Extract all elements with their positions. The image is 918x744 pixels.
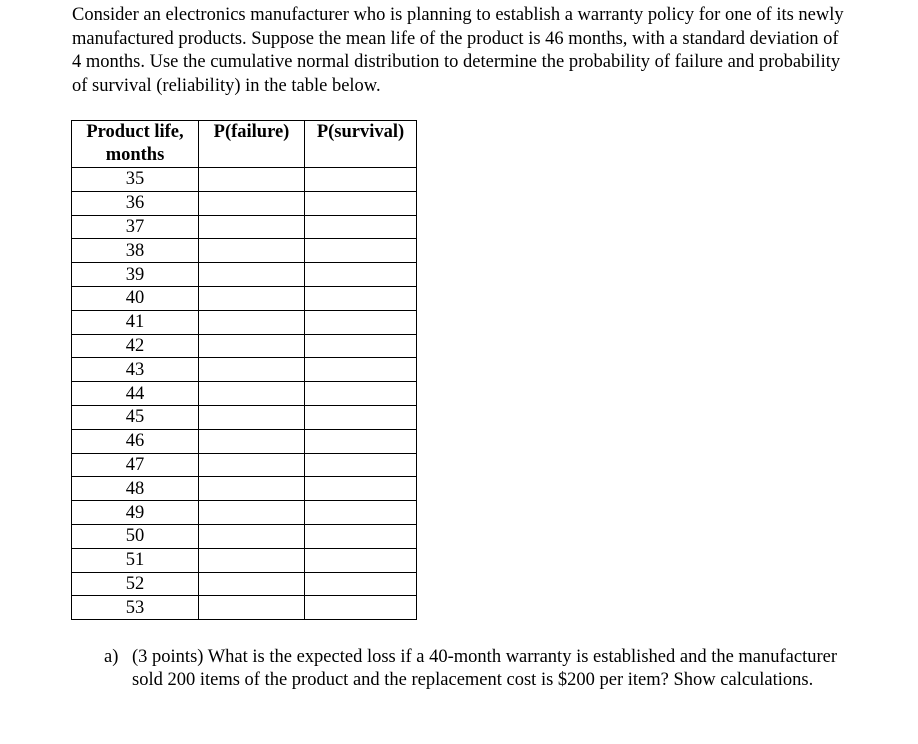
table-row bbox=[72, 239, 417, 263]
product-life-cell: 43 bbox=[72, 358, 199, 382]
p-failure-cell bbox=[199, 168, 305, 192]
product-life-cell: 48 bbox=[72, 477, 199, 501]
table-row bbox=[72, 215, 417, 239]
table-row bbox=[72, 263, 417, 287]
table-row bbox=[72, 310, 417, 334]
table-row bbox=[72, 572, 417, 596]
p-survival-cell bbox=[305, 524, 417, 548]
p-survival-cell bbox=[305, 215, 417, 239]
p-failure-cell bbox=[199, 382, 305, 406]
p-survival-cell bbox=[305, 548, 417, 572]
table-row bbox=[72, 453, 417, 477]
product-life-cell: 41 bbox=[72, 310, 199, 334]
product-life-cell: 51 bbox=[72, 548, 199, 572]
p-survival-cell bbox=[305, 334, 417, 358]
product-life-cell: 46 bbox=[72, 429, 199, 453]
reliability-table bbox=[71, 120, 417, 620]
product-life-cell: 40 bbox=[72, 286, 199, 310]
question-text: (3 points) What is the expected loss if a 40-month warranty is established and the manufacturer sold 200 items of the product and the replacement cost is $200 per item? Show calculations. bbox=[132, 647, 838, 690]
product-life-cell: 38 bbox=[72, 239, 199, 263]
table-row bbox=[72, 524, 417, 548]
question-a bbox=[104, 646, 864, 692]
p-failure-cell bbox=[199, 477, 305, 501]
p-survival-cell bbox=[305, 572, 417, 596]
p-failure-cell bbox=[199, 572, 305, 596]
table-body bbox=[72, 168, 417, 620]
product-life-cell: 36 bbox=[72, 191, 199, 215]
header-product-life: Product life, months bbox=[72, 121, 199, 168]
product-life-cell: 53 bbox=[72, 596, 199, 620]
table-row bbox=[72, 596, 417, 620]
table-row bbox=[72, 477, 417, 501]
p-failure-cell bbox=[199, 310, 305, 334]
p-survival-cell bbox=[305, 429, 417, 453]
table-row bbox=[72, 548, 417, 572]
p-failure-cell bbox=[199, 429, 305, 453]
p-failure-cell bbox=[199, 501, 305, 525]
p-survival-cell bbox=[305, 358, 417, 382]
problem-statement: Consider an electronics manufacturer who is planning to establish a warranty policy for one of its newly manufactured products. Suppose the mean life of the product is 46 months, with a standard deviation of 4 months. Use the cumulative normal distribution to determine the probability of failure and probability of survival (reliability) in the table below. bbox=[72, 5, 844, 96]
p-survival-cell bbox=[305, 453, 417, 477]
table-row bbox=[72, 286, 417, 310]
p-failure-cell bbox=[199, 334, 305, 358]
p-failure-cell bbox=[199, 548, 305, 572]
product-life-cell: 50 bbox=[72, 524, 199, 548]
p-failure-cell bbox=[199, 524, 305, 548]
p-failure-cell bbox=[199, 453, 305, 477]
table-row bbox=[72, 191, 417, 215]
product-life-cell: 49 bbox=[72, 501, 199, 525]
table-row bbox=[72, 382, 417, 406]
product-life-cell: 45 bbox=[72, 405, 199, 429]
table-row bbox=[72, 429, 417, 453]
p-survival-cell bbox=[305, 263, 417, 287]
product-life-cell: 39 bbox=[72, 263, 199, 287]
question-marker: a) bbox=[104, 647, 119, 667]
product-life-cell: 44 bbox=[72, 382, 199, 406]
p-survival-cell bbox=[305, 286, 417, 310]
p-survival-cell bbox=[305, 477, 417, 501]
p-failure-cell bbox=[199, 358, 305, 382]
p-failure-cell bbox=[199, 215, 305, 239]
table-row bbox=[72, 405, 417, 429]
table-row bbox=[72, 168, 417, 192]
header-p-survival: P(survival) bbox=[305, 121, 417, 168]
p-failure-cell bbox=[199, 405, 305, 429]
p-failure-cell bbox=[199, 286, 305, 310]
table-row bbox=[72, 501, 417, 525]
product-life-cell: 35 bbox=[72, 168, 199, 192]
p-failure-cell bbox=[199, 239, 305, 263]
product-life-cell: 52 bbox=[72, 572, 199, 596]
table-row bbox=[72, 334, 417, 358]
p-survival-cell bbox=[305, 382, 417, 406]
product-life-cell: 37 bbox=[72, 215, 199, 239]
product-life-cell: 47 bbox=[72, 453, 199, 477]
header-p-failure: P(failure) bbox=[199, 121, 305, 168]
p-survival-cell bbox=[305, 191, 417, 215]
p-survival-cell bbox=[305, 596, 417, 620]
p-survival-cell bbox=[305, 501, 417, 525]
p-survival-cell bbox=[305, 239, 417, 263]
p-survival-cell bbox=[305, 168, 417, 192]
p-survival-cell bbox=[305, 310, 417, 334]
table-row bbox=[72, 358, 417, 382]
product-life-cell: 42 bbox=[72, 334, 199, 358]
p-failure-cell bbox=[199, 191, 305, 215]
p-survival-cell bbox=[305, 405, 417, 429]
p-failure-cell bbox=[199, 596, 305, 620]
p-failure-cell bbox=[199, 263, 305, 287]
table-header-row bbox=[72, 121, 417, 168]
